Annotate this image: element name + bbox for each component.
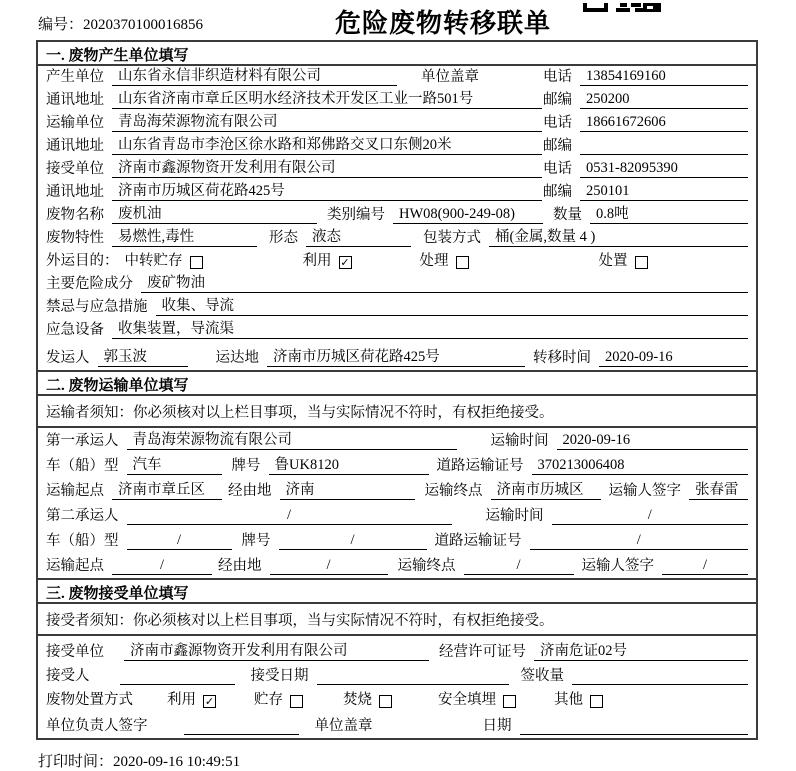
second-route-origin-value: / [112, 557, 212, 575]
form-label: 形态 [269, 230, 298, 246]
date-label: 日期 [482, 718, 512, 734]
road-permit-label: 道路运输证号 [436, 458, 524, 474]
row-waste-name [38, 204, 756, 227]
row-second-carrier [38, 503, 756, 528]
qr-code-fragment [583, 0, 663, 18]
destination-value: 济南市历城区荷花路425号 [267, 345, 525, 367]
row-emergency-equipment [38, 319, 756, 342]
second-carrier-value: / [127, 507, 452, 525]
disposal-option-other [554, 688, 603, 709]
route-terminus-label: 运输终点 [397, 558, 456, 574]
transport-time-label: 运输时间 [490, 433, 549, 449]
second-transport-time-value: / [552, 507, 749, 525]
row-first-route [38, 478, 756, 503]
form-value: 液态 [306, 225, 411, 247]
packaging-label: 包装方式 [423, 230, 481, 246]
row-waste-traits [38, 227, 756, 250]
first-carrier-signature-value: 张春雷 [689, 478, 748, 500]
first-carrier-label: 第一承运人 [46, 433, 119, 449]
purpose-option-transfer-storage [125, 249, 203, 270]
address-label: 通讯地址 [46, 138, 104, 154]
vehicle-type-label: 车（船）型 [46, 458, 119, 474]
shipper-label: 发运人 [46, 350, 90, 366]
document-number-value: 2020370100016856 [83, 17, 204, 33]
row-producer [38, 66, 756, 89]
purpose-option-dispose-label: 处置 [598, 253, 628, 269]
row-disposal-method [38, 688, 756, 712]
transporter-unit-label: 运输单位 [46, 115, 104, 131]
postcode-label: 邮编 [543, 92, 572, 108]
producer-postcode-group [543, 88, 748, 109]
receiving-person-label: 接受人 [46, 668, 90, 684]
receiving-unit-label: 接受单位 [46, 644, 104, 660]
main-hazard-label: 主要危险成分 [46, 276, 133, 292]
receiving-person-value [120, 667, 235, 685]
row-receiving-person [38, 664, 756, 688]
first-road-permit-value: 370213006408 [532, 457, 749, 475]
disposal-option-other-checkbox [590, 695, 603, 708]
disposal-option-utilize-label: 利用 [167, 692, 196, 708]
row-main-hazard [38, 273, 756, 296]
emergency-measures-value: 收集、导流 [156, 294, 749, 316]
disposal-option-incinerate [343, 688, 392, 709]
quantity-value: 0.8吨 [590, 202, 748, 224]
producer-unit-label: 产生单位 [46, 69, 104, 85]
transporter-phone-group [543, 111, 748, 132]
second-route-terminus-value: / [464, 557, 574, 575]
transporter-address-value: 山东省青岛市李沧区徐水路和郑佛路交叉口东侧20米 [112, 133, 542, 155]
transfer-date-value: 2020-09-16 [599, 349, 748, 367]
transporter-postcode-value [580, 137, 748, 155]
receiver-unit-label: 接受单位 [46, 161, 104, 177]
receiver-postcode-value: 250101 [580, 183, 748, 201]
first-route-via-value: 济南 [280, 478, 415, 500]
row-first-carrier [38, 428, 756, 453]
carrier-signature-label: 运输人签字 [581, 558, 654, 574]
row-receiver [38, 158, 756, 181]
row-second-vehicle [38, 528, 756, 553]
main-hazard-value: 废矿物油 [141, 271, 748, 293]
route-via-label: 经由地 [218, 558, 262, 574]
responsible-signature-value [184, 717, 299, 735]
qr-code-fragment-graphic [583, 3, 663, 13]
print-time-label: 打印时间： [38, 754, 114, 770]
signed-quantity-value [572, 667, 748, 685]
quantity-label: 数量 [553, 207, 582, 223]
document-number-label: 编号： [38, 17, 84, 33]
address-label: 通讯地址 [46, 92, 104, 108]
transfer-date-label: 转移时间 [533, 350, 591, 366]
emergency-equipment-value: 收集装置，导流渠 [112, 317, 748, 339]
second-vehicle-type-value: / [127, 532, 232, 550]
section-receiver [38, 578, 756, 738]
transfer-purpose-label: 外运目的： [46, 253, 119, 269]
transporter-postcode-group [543, 134, 748, 155]
row-producer-address [38, 89, 756, 112]
shipper-value: 郭玉波 [98, 345, 188, 367]
route-via-label: 经由地 [228, 483, 272, 499]
transporter-notice: 运输者须知：你必须核对以上栏目事项，当与实际情况不符时，有权拒绝接受。 [38, 396, 756, 428]
second-route-via-value: / [270, 557, 388, 575]
date-value [520, 717, 749, 735]
section-producer-title: 一. 废物产生单位填写 [38, 42, 756, 66]
purpose-option-utilize-label: 利用 [302, 253, 332, 269]
receiver-notice: 接受者须知：你必须核对以上栏目事项，当与实际情况不符时，有权拒绝接受。 [38, 604, 756, 636]
road-permit-label: 道路运输证号 [434, 533, 522, 549]
category-code-value: HW08(900-249-08) [393, 206, 543, 224]
purpose-option-transfer-storage-label: 中转贮存 [124, 253, 183, 269]
second-carrier-label: 第二承运人 [46, 508, 119, 524]
receiver-address-value: 济南市历城区荷花路425号 [112, 179, 542, 201]
receiver-postcode-group [543, 180, 748, 201]
receiver-unit-value: 济南市鑫源物资开发利用有限公司 [112, 156, 542, 178]
row-transfer-purpose [38, 250, 756, 273]
section-producer [38, 42, 756, 370]
transporter-unit-value: 青岛海荣源物流有限公司 [112, 110, 542, 132]
second-plate-number-value: / [279, 532, 427, 550]
page-title: 危险废物转移联单 [334, 9, 551, 38]
purpose-option-treat-checkbox [456, 256, 469, 269]
disposal-method-label: 废物处置方式 [46, 692, 133, 708]
first-vehicle-type-value: 汽车 [127, 453, 222, 475]
disposal-option-other-label: 其他 [554, 692, 583, 708]
row-emergency-measures [38, 296, 756, 319]
transport-time-label: 运输时间 [485, 508, 544, 524]
waste-name-label: 废物名称 [46, 207, 104, 223]
purpose-option-transfer-storage-checkbox [190, 256, 203, 269]
disposal-option-utilize [167, 688, 216, 709]
postcode-label: 邮编 [543, 138, 572, 154]
unit-seal-label: 单位盖章 [421, 69, 479, 85]
disposal-option-landfill-checkbox [503, 695, 516, 708]
phone-label: 电话 [543, 69, 572, 85]
address-label: 通讯地址 [46, 184, 104, 200]
route-terminus-label: 运输终点 [424, 483, 483, 499]
plate-number-label: 牌号 [241, 533, 271, 549]
category-code-label: 类别编号 [327, 207, 385, 223]
packaging-value: 桶(金属,数量 4 ) [489, 225, 748, 247]
carrier-signature-label: 运输人签字 [608, 483, 681, 499]
first-transport-time-value: 2020-09-16 [557, 432, 749, 450]
disposal-option-store-label: 贮存 [254, 692, 283, 708]
waste-traits-label: 废物特性 [46, 230, 104, 246]
producer-phone-value: 13854169160 [580, 68, 748, 86]
row-receiver-address [38, 181, 756, 204]
purpose-option-utilize [303, 249, 352, 270]
plate-number-label: 牌号 [231, 458, 261, 474]
producer-unit-value: 山东省永信非织造材料有限公司 [112, 64, 397, 86]
row-first-vehicle [38, 453, 756, 478]
disposal-option-store-checkbox [290, 695, 303, 708]
receiving-unit-value: 济南市鑫源物资开发利用有限公司 [124, 639, 429, 661]
receiver-phone-group [543, 157, 748, 178]
purpose-option-treat [420, 249, 469, 270]
destination-label: 运达地 [215, 350, 259, 366]
purpose-option-dispose [599, 249, 648, 270]
row-responsible-signature [38, 712, 756, 738]
unit-seal-label: 单位盖章 [314, 718, 373, 734]
disposal-option-store [254, 688, 303, 709]
emergency-measures-label: 禁忌与应急措施 [46, 299, 148, 315]
print-time-value: 2020-09-16 10:49:51 [113, 754, 241, 770]
receiver-phone-value: 0531-82095390 [580, 160, 748, 178]
waste-name-value: 废机油 [112, 202, 317, 224]
disposal-option-incinerate-checkbox [379, 695, 392, 708]
purpose-option-treat-label: 处理 [419, 253, 449, 269]
vehicle-type-label: 车（船）型 [46, 533, 119, 549]
disposal-option-landfill [438, 688, 516, 709]
purpose-option-dispose-checkbox [635, 256, 648, 269]
phone-label: 电话 [543, 161, 572, 177]
receive-date-label: 接受日期 [250, 668, 309, 684]
section-transporter-title: 二. 废物运输单位填写 [38, 372, 756, 396]
responsible-signature-label: 单位负责人签字 [46, 718, 148, 734]
row-second-route [38, 553, 756, 578]
route-origin-label: 运输起点 [46, 483, 104, 499]
first-carrier-value: 青岛海荣源物流有限公司 [127, 428, 457, 450]
row-receiving-unit [38, 636, 756, 664]
disposal-option-landfill-label: 安全填埋 [438, 692, 496, 708]
first-route-origin-value: 济南市章丘区 [112, 478, 222, 500]
section-transporter [38, 370, 756, 578]
manifest-form [36, 40, 758, 740]
purpose-option-utilize-checkbox: ✓ [340, 257, 350, 269]
transporter-phone-value: 18661672606 [580, 114, 748, 132]
license-number-value: 济南危证02号 [534, 639, 748, 661]
signed-quantity-label: 签收量 [520, 668, 564, 684]
producer-postcode-value: 250200 [580, 91, 748, 109]
producer-phone-group [543, 65, 748, 86]
second-road-permit-value: / [530, 532, 749, 550]
phone-label: 电话 [543, 115, 572, 131]
first-plate-number-value: 鲁UK8120 [269, 453, 429, 475]
row-transporter [38, 112, 756, 135]
waste-traits-value: 易燃性,毒性 [112, 225, 257, 247]
disposal-option-incinerate-label: 焚烧 [343, 692, 372, 708]
first-route-terminus-value: 济南市历城区 [491, 478, 601, 500]
receive-date-value [317, 667, 509, 685]
row-transporter-address [38, 135, 756, 158]
license-number-label: 经营许可证号 [439, 644, 526, 660]
postcode-label: 邮编 [543, 184, 572, 200]
section-receiver-title: 三. 废物接受单位填写 [38, 580, 756, 604]
emergency-equipment-label: 应急设备 [46, 322, 104, 338]
route-origin-label: 运输起点 [46, 558, 104, 574]
producer-address-value: 山东省济南市章丘区明水经济技术开发区工业一路501号 [112, 87, 542, 109]
row-shipper [38, 342, 756, 370]
disposal-option-utilize-checkbox: ✓ [204, 696, 215, 708]
second-carrier-signature-value: / [662, 557, 748, 575]
